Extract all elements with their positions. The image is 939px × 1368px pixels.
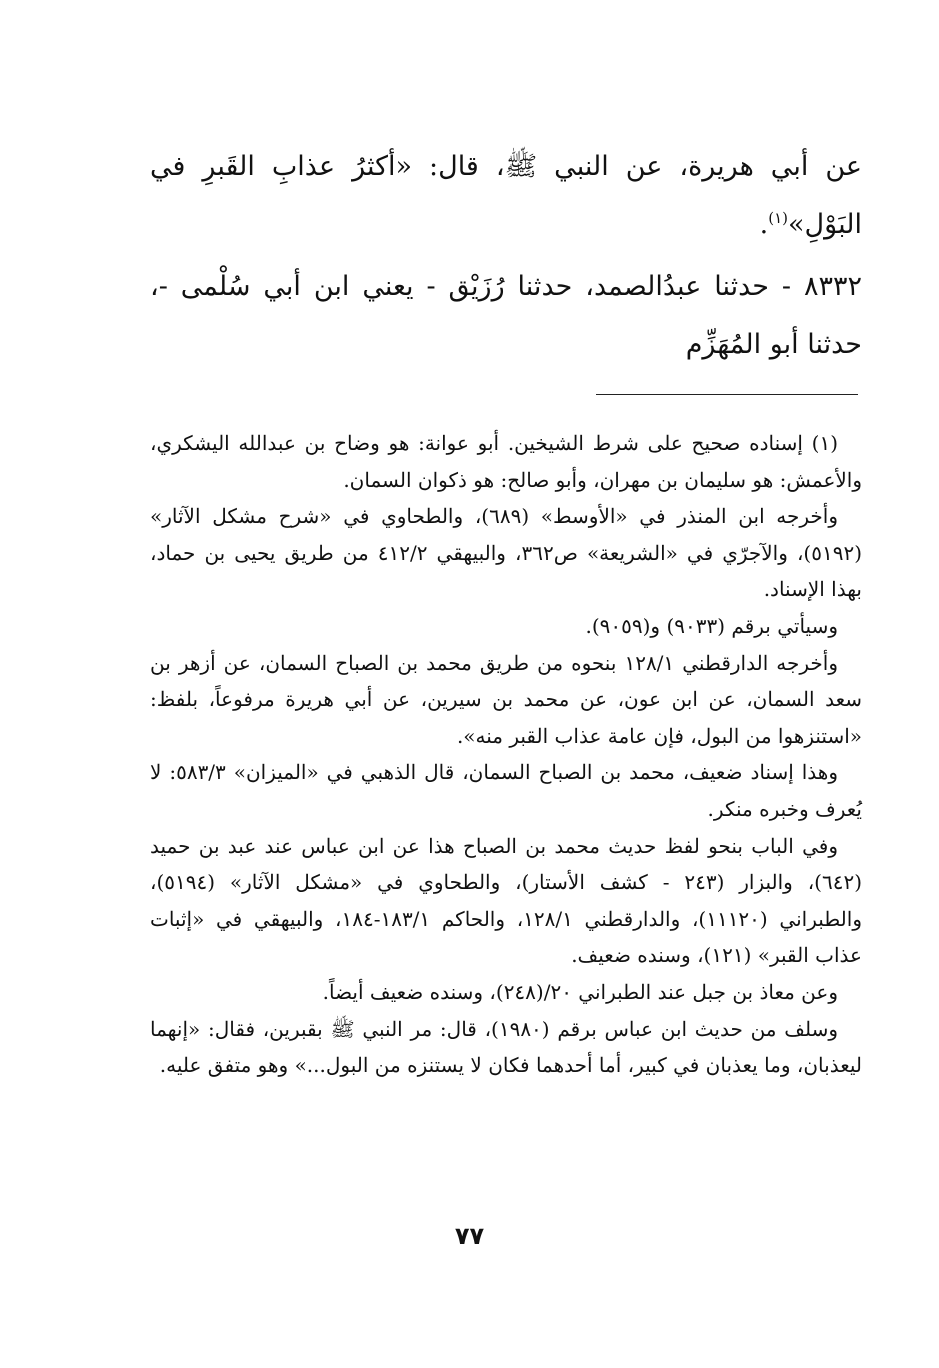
footnote-reference: (١) <box>768 209 789 227</box>
footnote-1: (١) إسناده صحيح على شرط الشيخين. أبو عوانة: هو وضاح بن عبدالله اليشكري، والأعمش: هو سليمان بن مهران، وأبو صالح: هو ذكوان السمان. <box>150 431 862 492</box>
footnote-paragraph: وهذا إسناد ضعيف، محمد بن الصباح السمان، قال الذهبي في «الميزان» ٥٨٣/٣: لا يُعرف وخبره منكر. <box>150 760 862 821</box>
footnote-paragraph: وأخرجه ابن المنذر في «الأوسط» (٦٨٩)، والطحاوي في «شرح مشكل الآثار» (٥١٩٢)، والآجرّي في «الشريعة» ص٣٦٢، والبيهقي ٤١٢/٢ من طريق يحيى بن حماد، بهذا الإسناد. <box>150 504 862 602</box>
footnote-paragraph: وأخرجه الدارقطني ١٢٨/١ بنحوه من طريق محمد بن الصباح السمان، عن أزهر بن سعد السمان، عن ابن عون، عن محمد بن سيرين، عن أبي هريرة مرفوعاً، بلفظ: «استنزهوا من البول، فإن عامة عذاب القبر منه». <box>150 650 862 748</box>
footnote-paragraph: وسيأتي برقم (٩٠٣٣) و(٩٠٥٩). <box>585 613 838 638</box>
footnote-paragraph: وسلف من حديث ابن عباس برقم (١٩٨٠)، قال: مر النبي ﷺ بقبرين، فقال: «إنهما ليعذبان، وما يعذبان في كبير، أما أحدهما فكان لا يستنزه من البول...» وهو متفق عليه. <box>150 1016 862 1078</box>
page-number: ٧٧ <box>454 1222 485 1250</box>
footnote-paragraph: وعن معاذ بن جبل عند الطبراني ٢٠/(٢٤٨)، وسنده ضعيف أيضاً. <box>322 979 838 1004</box>
main-text <box>150 138 862 374</box>
hadith-text-continuation: عن أبي هريرة، عن النبي ﷺ، قال: «أكثرُ عذابِ القَبرِ في البَوْلِ»$^{(١)}$. <box>150 151 862 240</box>
hadith-8332: ٨٣٣٢ - حدثنا عبدُالصمد، حدثنا رُزَيْق - يعني ابن أبي سُلْمى -، حدثنا أبو المُهَزِّم <box>150 271 862 360</box>
footnote-separator <box>596 394 858 395</box>
footnotes-section <box>150 425 862 1084</box>
footnote-paragraph: وفي الباب بنحو لفظ حديث محمد بن الصباح هذا عن ابن عباس عند عبد بن حميد (٦٤٢)، والبزار (٢٤٣ - كشف الأستار)، والطحاوي في «مشكل الآثار» (٥١٩٤)، والطبراني (١١١٢٠)، والدارقطني ١٢٨/١، والحاكم ١٨٣/١-١٨٤، والبيهقي في «إثبات عذاب القبر» (١٢١)، وسنده ضعيف. <box>150 833 862 968</box>
